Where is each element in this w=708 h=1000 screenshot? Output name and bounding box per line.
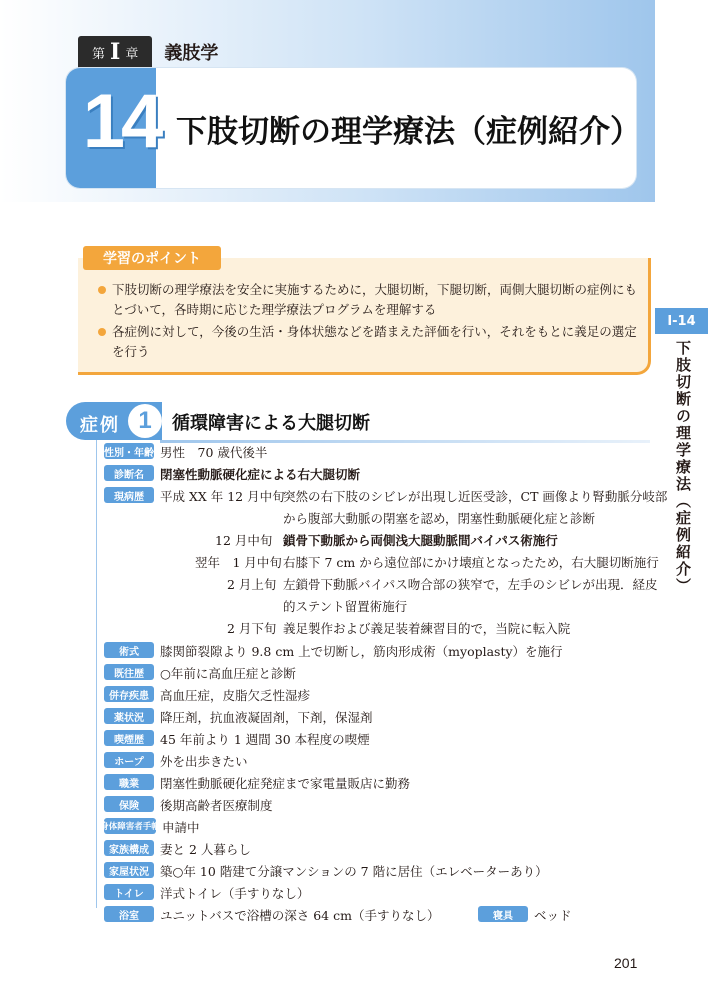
case-vertical-line xyxy=(96,440,97,908)
label-smoking: 喫煙歴 xyxy=(104,730,154,746)
chapter-name: 義肢学 xyxy=(164,43,219,64)
history-date: 翌年 1 月中旬 xyxy=(195,555,282,570)
label-insurance: 保険 xyxy=(104,796,154,812)
label-surgery: 術式 xyxy=(104,642,154,658)
value-family: 妻と 2 人暮らし xyxy=(160,842,251,857)
value-occupation: 閉塞性動脈硬化症発症まで家電量販店に勤務 xyxy=(160,776,411,791)
history-text: 突然の右下肢のシビレが出現し近医受診，CT 画像より腎動脈分岐部 xyxy=(283,489,668,504)
history-text: 的ステント留置術施行 xyxy=(283,599,408,614)
bullet-icon xyxy=(98,328,106,336)
learning-point-item xyxy=(98,322,638,362)
chapter-number-box xyxy=(78,36,152,68)
label-disability-cert: 身体障害者手帳 xyxy=(104,818,156,834)
bullet-icon xyxy=(98,286,106,294)
case-number: 1 xyxy=(128,404,162,438)
chapter-roman: I xyxy=(110,39,121,65)
history-text: 右膝下 7 cm から遠位部にかけ壊疽となったため，右大腿切断施行 xyxy=(283,555,659,570)
label-diagnosis: 診断名 xyxy=(104,465,154,481)
value-bath: ユニットバスで浴槽の深さ 64 cm（手すりなし） xyxy=(160,908,440,923)
learning-point-item xyxy=(98,280,638,320)
side-tab-title: 下肢切断の理学療法（症例紹介） xyxy=(674,340,692,595)
learning-point-text: 各症例に対して，今後の生活・身体状態などを踏まえた評価を行い，それをもとに義足の選定を行う xyxy=(112,324,637,359)
label-housing: 家屋状況 xyxy=(104,862,154,878)
label-comorbidity: 併存疾患 xyxy=(104,686,154,702)
history-text: から腹部大動脈の閉塞を認め，閉塞性動脈硬化症と診断 xyxy=(283,511,596,526)
chapter-prefix: 第 xyxy=(92,46,106,62)
history-date: 2 月上旬 xyxy=(227,577,277,592)
history-text: 左鎖骨下動脈バイパス吻合部の狭窄で，左手のシビレが出現．経皮 xyxy=(283,577,658,592)
value-diagnosis: 閉塞性動脈硬化症による右大腿切断 xyxy=(160,467,361,482)
value-bedding: ベッド xyxy=(534,908,572,923)
label-family: 家族構成 xyxy=(104,840,154,856)
page-number: 201 xyxy=(614,955,638,971)
case-title: 循環障害による大腿切断 xyxy=(172,413,370,434)
history-date: 平成 XX 年 12 月中旬 xyxy=(160,489,285,504)
chapter-suffix: 章 xyxy=(125,46,139,62)
label-occupation: 職業 xyxy=(104,774,154,790)
value-surgery: 膝関節裂隙より 9.8 cm 上で切断し，筋肉形成術（myoplasty）を施行 xyxy=(160,644,563,659)
value-hope: 外を出歩きたい xyxy=(160,754,248,769)
chapter-tab xyxy=(78,36,408,68)
value-insurance: 後期高齢者医療制度 xyxy=(160,798,273,813)
label-hope: ホープ xyxy=(104,752,154,768)
value-sex-age: 男性 70 歳代後半 xyxy=(160,445,268,460)
value-medication: 降圧剤，抗血液凝固剤，下剤，保湿剤 xyxy=(160,710,373,725)
history-text: 鎖骨下動脈から両側浅大腿動脈間バイパス術施行 xyxy=(283,533,558,548)
learning-point-text: 下肢切断の理学療法を安全に実施するために，大腿切断，下腿切断，両側大腿切断の症例にもとづいて，各時期に応じた理学療法プログラムを理解する xyxy=(112,282,638,317)
label-sex-age: 性別・年齢 xyxy=(104,443,154,459)
value-comorbidity: 高血圧症，皮脂欠乏性湿疹 xyxy=(160,688,311,703)
side-tab-code: I-14 xyxy=(655,308,708,334)
history-date: 12 月中旬 xyxy=(215,533,273,548)
learning-points-label: 学習のポイント xyxy=(83,246,221,270)
label-history: 現病歴 xyxy=(104,487,154,503)
label-past-history: 既往歴 xyxy=(104,664,154,680)
label-bath: 浴室 xyxy=(104,906,154,922)
value-disability-cert: 申請中 xyxy=(162,820,200,835)
label-medication: 薬状況 xyxy=(104,708,154,724)
label-bedding: 寝具 xyxy=(478,906,528,922)
case-word: 症例 xyxy=(80,415,120,436)
section-number: 14 xyxy=(82,79,160,164)
value-smoking: 45 年前より 1 週間 30 本程度の喫煙 xyxy=(160,732,370,747)
history-date: 2 月下旬 xyxy=(227,621,277,636)
value-past-history: ○年前に高血圧症と診断 xyxy=(160,666,296,681)
label-toilet: トイレ xyxy=(104,884,154,900)
history-text: 義足製作および義足装着練習目的で，当院に転入院 xyxy=(283,621,571,636)
value-housing: 築○年 10 階建て分譲マンションの 7 階に居住（エレベーターあり） xyxy=(160,864,548,879)
value-toilet: 洋式トイレ（手すりなし） xyxy=(160,886,310,901)
page-title: 下肢切断の理学療法（症例紹介） xyxy=(176,114,641,150)
